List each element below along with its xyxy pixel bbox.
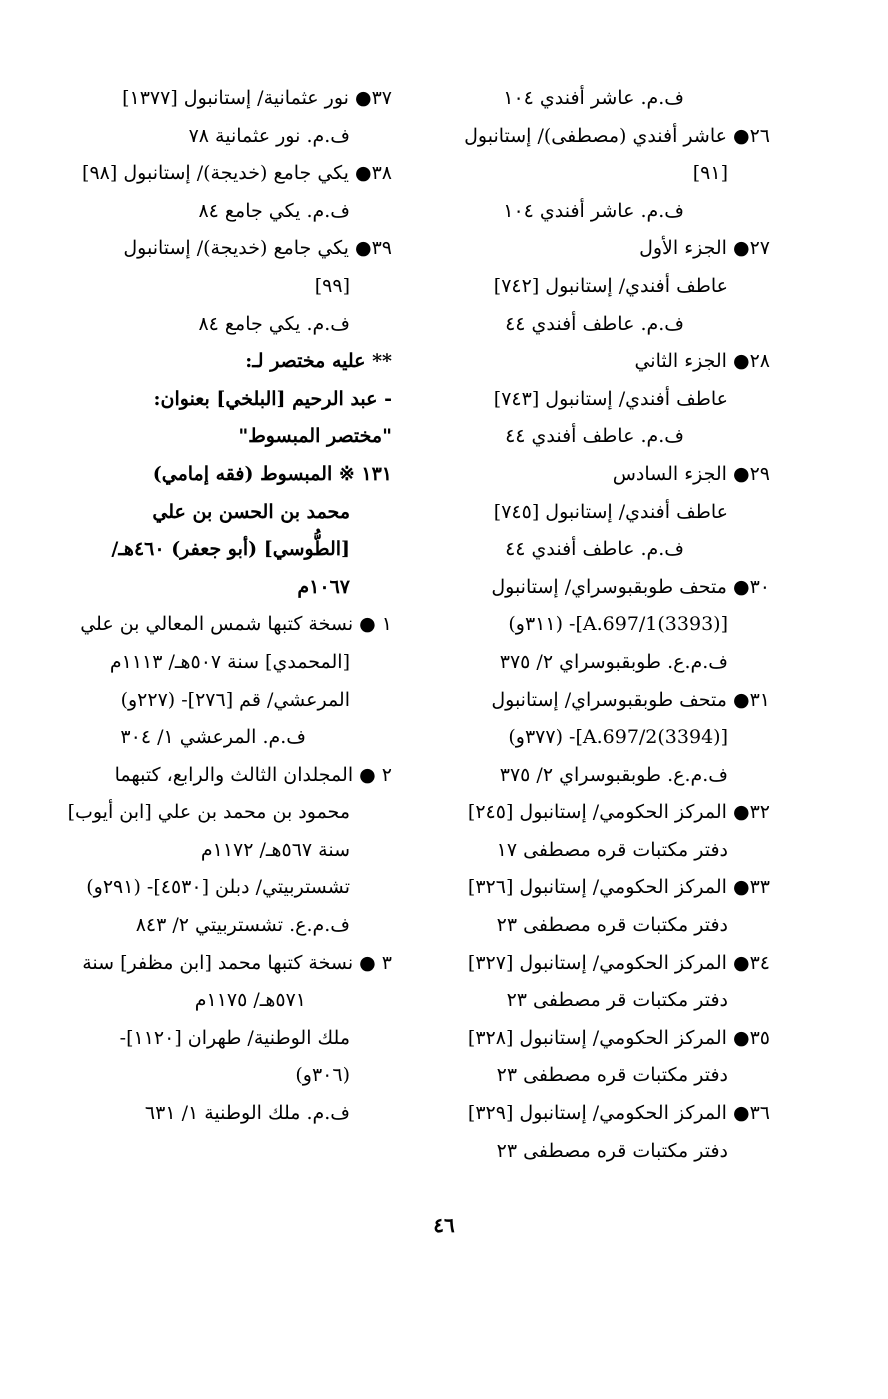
text-line: ١ ● نسخة كتبها شمس المعالي بن علي bbox=[80, 613, 392, 636]
text-line: "مختصر المبسوط" bbox=[238, 425, 392, 448]
text-line: دفتر مكتبات قره مصطفى ٢٣ bbox=[496, 1139, 728, 1162]
text-line: ف.م. عاطف أفندي ٤٤ bbox=[505, 312, 684, 335]
left-column bbox=[46, 80, 392, 1133]
text-line: ف.م. عاشر أفندي ١٠٤ bbox=[503, 199, 684, 222]
text-line: دفتر مكتبات قره مصطفى ٢٣ bbox=[496, 914, 728, 937]
text-line: ٣٦● المركز الحكومي/ إستانبول [٣٢٩] bbox=[467, 1102, 770, 1125]
text-line: ٢٧● الجزء الأول bbox=[639, 237, 770, 260]
text-line: ٥٧١هـ/ ١١٧٥م bbox=[194, 989, 306, 1012]
page-number: ٤٦ bbox=[433, 1213, 455, 1237]
text-line: تشستربيتي/ دبلن [٤٥٣٠]- (٢٩١و) bbox=[86, 876, 350, 899]
text-line: - عبد الرحيم [البلخي] بعنوان: bbox=[153, 387, 392, 410]
text-line: [A.697/1(3393)]- (٣١١و) bbox=[508, 613, 728, 636]
text-line: محمد بن الحسن بن علي bbox=[152, 500, 350, 523]
text-line: ف.م.ع. تشستربيتي ٢/ ٨٤٣ bbox=[135, 914, 350, 937]
text-line: [A.697/2(3394)]- (٣٧٧و) bbox=[508, 726, 728, 749]
text-line: ٢٩● الجزء السادس bbox=[612, 462, 770, 485]
text-line: محمود بن محمد بن علي [ابن أيوب] bbox=[67, 801, 350, 824]
text-line: ٣٨● يكي جامع (خديجة)/ إستانبول [٩٨] bbox=[82, 162, 392, 185]
text-line: ف.م. ملك الوطنية ١/ ٦٣١ bbox=[144, 1102, 350, 1125]
text-line: ٣١● متحف طوبقبوسراي/ إستانبول bbox=[491, 688, 770, 711]
text-line: عاطف أفندي/ إستانبول [٧٤٥] bbox=[493, 500, 728, 523]
text-line: [الطُّوسي] (أبو جعفر) ٤٦٠هـ/ bbox=[111, 538, 350, 561]
text-line: ٣٠● متحف طوبقبوسراي/ إستانبول bbox=[491, 575, 770, 598]
text-line: ٣٥● المركز الحكومي/ إستانبول [٣٢٨] bbox=[467, 1026, 770, 1049]
text-line: دفتر مكتبات قر مصطفى ٢٣ bbox=[506, 989, 728, 1012]
text-line: ٢ ● المجلدان الثالث والرابع، كتبهما bbox=[114, 763, 392, 786]
text-line: ف.م. يكي جامع ٨٤ bbox=[198, 312, 350, 335]
text-line: ف.م. يكي جامع ٨٤ bbox=[198, 199, 350, 222]
text-line: سنة ٥٦٧هـ/ ١١٧٢م bbox=[200, 838, 350, 861]
text-line: ٢٨● الجزء الثاني bbox=[634, 350, 770, 373]
text-line: ف.م. المرعشي ١/ ٣٠٤ bbox=[120, 726, 306, 749]
text-line: دفتر مكتبات قره مصطفى ١٧ bbox=[496, 838, 728, 861]
text-line: ٣ ● نسخة كتبها محمد [ابن مظفر] سنة bbox=[82, 951, 392, 974]
text-line: ٣٧● نور عثمانية/ إستانبول [١٣٧٧] bbox=[122, 87, 392, 109]
text-line: ٣٤● المركز الحكومي/ إستانبول [٣٢٧] bbox=[467, 951, 770, 974]
text-line: ٢٦● عاشر أفندي (مصطفى)/ إستانبول bbox=[464, 124, 770, 147]
text-line: عاطف أفندي/ إستانبول [٧٤٢] bbox=[493, 274, 728, 297]
text-line: ٣٢● المركز الحكومي/ إستانبول [٢٤٥] bbox=[467, 801, 770, 824]
text-line: ٣٩● يكي جامع (خديجة)/ إستانبول bbox=[123, 237, 392, 260]
text-line: ٣٣● المركز الحكومي/ إستانبول [٣٢٦] bbox=[467, 876, 770, 899]
text-line: (٣٠٦و) bbox=[295, 1064, 350, 1087]
text-line: ** عليه مختصر لـ: bbox=[245, 350, 392, 373]
text-line: دفتر مكتبات قره مصطفى ٢٣ bbox=[496, 1064, 728, 1087]
text-line: ف.م. عاطف أفندي ٤٤ bbox=[505, 538, 684, 561]
text-line: ف.م.ع. طوبقبوسراي ٢/ ٣٧٥ bbox=[499, 763, 728, 786]
text-line: ١٠٦٧م bbox=[297, 575, 350, 598]
text-line: [٩١] bbox=[692, 162, 728, 185]
text-line: المرعشي/ قم [٢٧٦]- (٢٢٧و) bbox=[120, 688, 350, 711]
text-line: ملك الوطنية/ طهران [١١٢٠]- bbox=[119, 1026, 350, 1049]
text-line: ف.م. نور عثمانية ٧٨ bbox=[188, 124, 350, 147]
text-line: [٩٩] bbox=[314, 274, 350, 297]
text-line: ف.م.ع. طوبقبوسراي ٢/ ٣٧٥ bbox=[499, 650, 728, 673]
text-line: [المحمدي] سنة ٥٠٧هـ/ ١١١٣م bbox=[109, 650, 350, 673]
text-line: ف.م. عاشر أفندي ١٠٤ bbox=[503, 87, 684, 109]
right-column bbox=[430, 80, 770, 1170]
text-line: عاطف أفندي/ إستانبول [٧٤٣] bbox=[493, 387, 728, 410]
text-line: ١٣١ ※ المبسوط (فقه إمامي) bbox=[152, 462, 392, 485]
text-line: ف.م. عاطف أفندي ٤٤ bbox=[505, 425, 684, 448]
